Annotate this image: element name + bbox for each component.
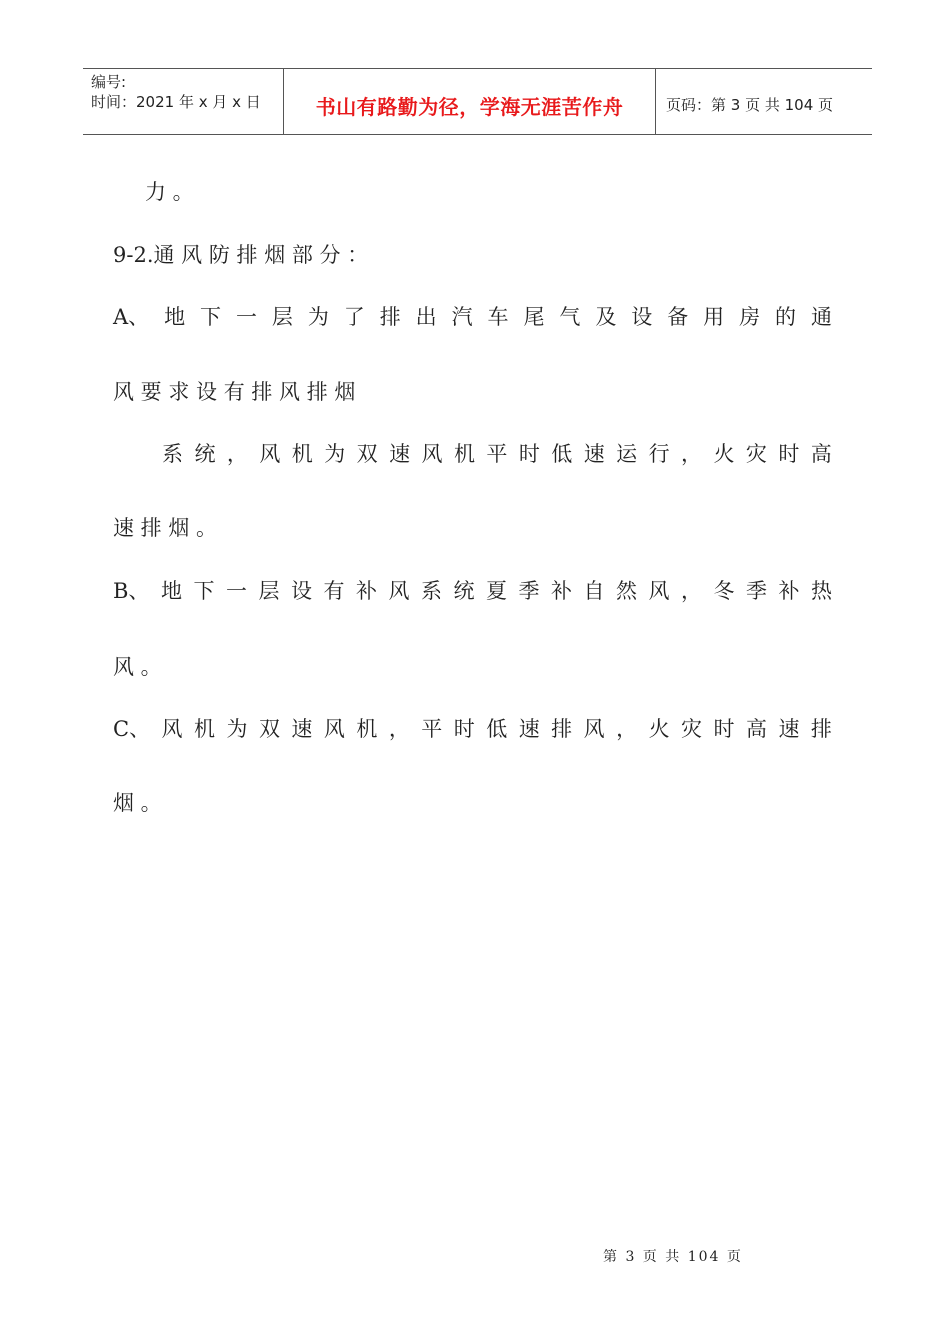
text-char: 季	[745, 579, 767, 603]
text-char: 然	[615, 579, 637, 603]
text-line-b	[113, 575, 832, 605]
text-char: 时	[778, 442, 800, 466]
text-char: 一	[225, 579, 247, 603]
text-char: 自	[583, 579, 605, 603]
text-char: 风	[648, 579, 670, 603]
text-char: ，	[616, 717, 638, 741]
text-line-6: 速 排 烟 。	[113, 516, 218, 540]
text-char: 机	[291, 442, 313, 466]
text-char: 设	[290, 579, 312, 603]
text-char: 了	[343, 305, 365, 329]
text-char: 设	[631, 305, 653, 329]
text-char: 统	[194, 442, 216, 466]
text-char: ，	[681, 442, 702, 466]
text-char: 速	[778, 717, 800, 741]
text-char: 房	[739, 305, 761, 329]
text-char: 系	[162, 442, 183, 466]
text-char: 层	[271, 305, 293, 329]
text-char: 补	[778, 579, 800, 603]
text-char: 时	[713, 717, 735, 741]
text-line-1: 力 。	[145, 180, 194, 204]
text-char: 风	[421, 442, 443, 466]
text-char: 为	[307, 305, 329, 329]
text-char: A、	[113, 305, 150, 329]
text-char: 层	[258, 579, 280, 603]
text-char: 机	[453, 442, 475, 466]
text-char: 灾	[681, 717, 703, 741]
section-heading: 9-2.通 风 防 排 烟 部 分 ：	[113, 243, 369, 267]
text-char: 排	[379, 305, 401, 329]
text-char: 低	[551, 442, 573, 466]
text-char: 灾	[745, 442, 767, 466]
page-footer: 第 3 页 共 104 页	[603, 1249, 743, 1265]
text-char: ，	[388, 717, 410, 741]
text-char: 速	[583, 442, 605, 466]
text-char: 双	[258, 717, 280, 741]
text-char: 低	[486, 717, 508, 741]
text-line-a	[113, 301, 832, 331]
text-char: 下	[193, 579, 215, 603]
text-char: 双	[356, 442, 378, 466]
text-char: 车	[487, 305, 509, 329]
text-char: 有	[323, 579, 345, 603]
header-meta	[83, 69, 284, 134]
text-char: 速	[389, 442, 411, 466]
text-char: 的	[775, 305, 797, 329]
motto-text: 书山有路勤为径，学海无涯苦作舟	[315, 95, 624, 119]
header-page-info: 页码：第 3 页 共 104 页	[666, 96, 834, 114]
text-char: 补	[355, 579, 377, 603]
text-char: 地	[164, 305, 186, 329]
text-char: 机	[194, 717, 216, 741]
text-char: 机	[356, 717, 378, 741]
text-char: 风	[259, 442, 281, 466]
text-line-5	[162, 438, 832, 468]
text-char: 行	[648, 442, 670, 466]
text-char: 排	[810, 717, 832, 741]
text-char: 用	[703, 305, 725, 329]
text-char: 季	[518, 579, 540, 603]
text-char: ，	[680, 579, 702, 603]
text-char: 时	[453, 717, 475, 741]
text-char: 为	[226, 717, 248, 741]
text-char: 冬	[713, 579, 735, 603]
text-char: 夏	[485, 579, 507, 603]
text-char: 通	[810, 305, 832, 329]
text-char: 统	[453, 579, 475, 603]
text-char: 及	[595, 305, 617, 329]
text-line-8: 风 。	[113, 655, 162, 679]
text-char: 速	[291, 717, 313, 741]
header-motto-cell	[284, 69, 656, 134]
text-char: 备	[667, 305, 689, 329]
text-line-10: 烟 。	[113, 791, 162, 815]
text-char: 高	[745, 717, 767, 741]
time-label: 时间：2021 年 x 月 x 日	[91, 93, 261, 111]
text-char: 尾	[523, 305, 545, 329]
text-char: 风	[583, 717, 605, 741]
text-char: 下	[200, 305, 222, 329]
text-char: B、	[113, 579, 150, 603]
text-char: 平	[421, 717, 443, 741]
text-char: 热	[810, 579, 832, 603]
code-label: 编号:	[91, 73, 127, 91]
text-char: 火	[648, 717, 670, 741]
text-char: 补	[550, 579, 572, 603]
text-char: 风	[323, 717, 345, 741]
text-char: 出	[415, 305, 437, 329]
text-char: 排	[551, 717, 573, 741]
text-char: 平	[486, 442, 508, 466]
text-line-c	[113, 713, 832, 743]
text-char: 为	[324, 442, 346, 466]
text-char: 地	[160, 579, 182, 603]
text-char: C、	[113, 717, 151, 741]
text-char: 风	[161, 717, 183, 741]
text-char: 时	[518, 442, 540, 466]
text-char: 一	[235, 305, 257, 329]
text-char: 高	[810, 442, 832, 466]
text-char: 火	[713, 442, 735, 466]
text-line-4: 风 要 求 设 有 排 风 排 烟	[113, 380, 356, 404]
text-char: 运	[616, 442, 638, 466]
text-char: ，	[226, 442, 248, 466]
page-header	[83, 68, 872, 135]
text-char: 速	[518, 717, 540, 741]
text-char: 风	[388, 579, 410, 603]
text-char: 汽	[451, 305, 473, 329]
text-char: 系	[420, 579, 442, 603]
text-char: 气	[559, 305, 581, 329]
header-page-cell	[656, 69, 872, 134]
